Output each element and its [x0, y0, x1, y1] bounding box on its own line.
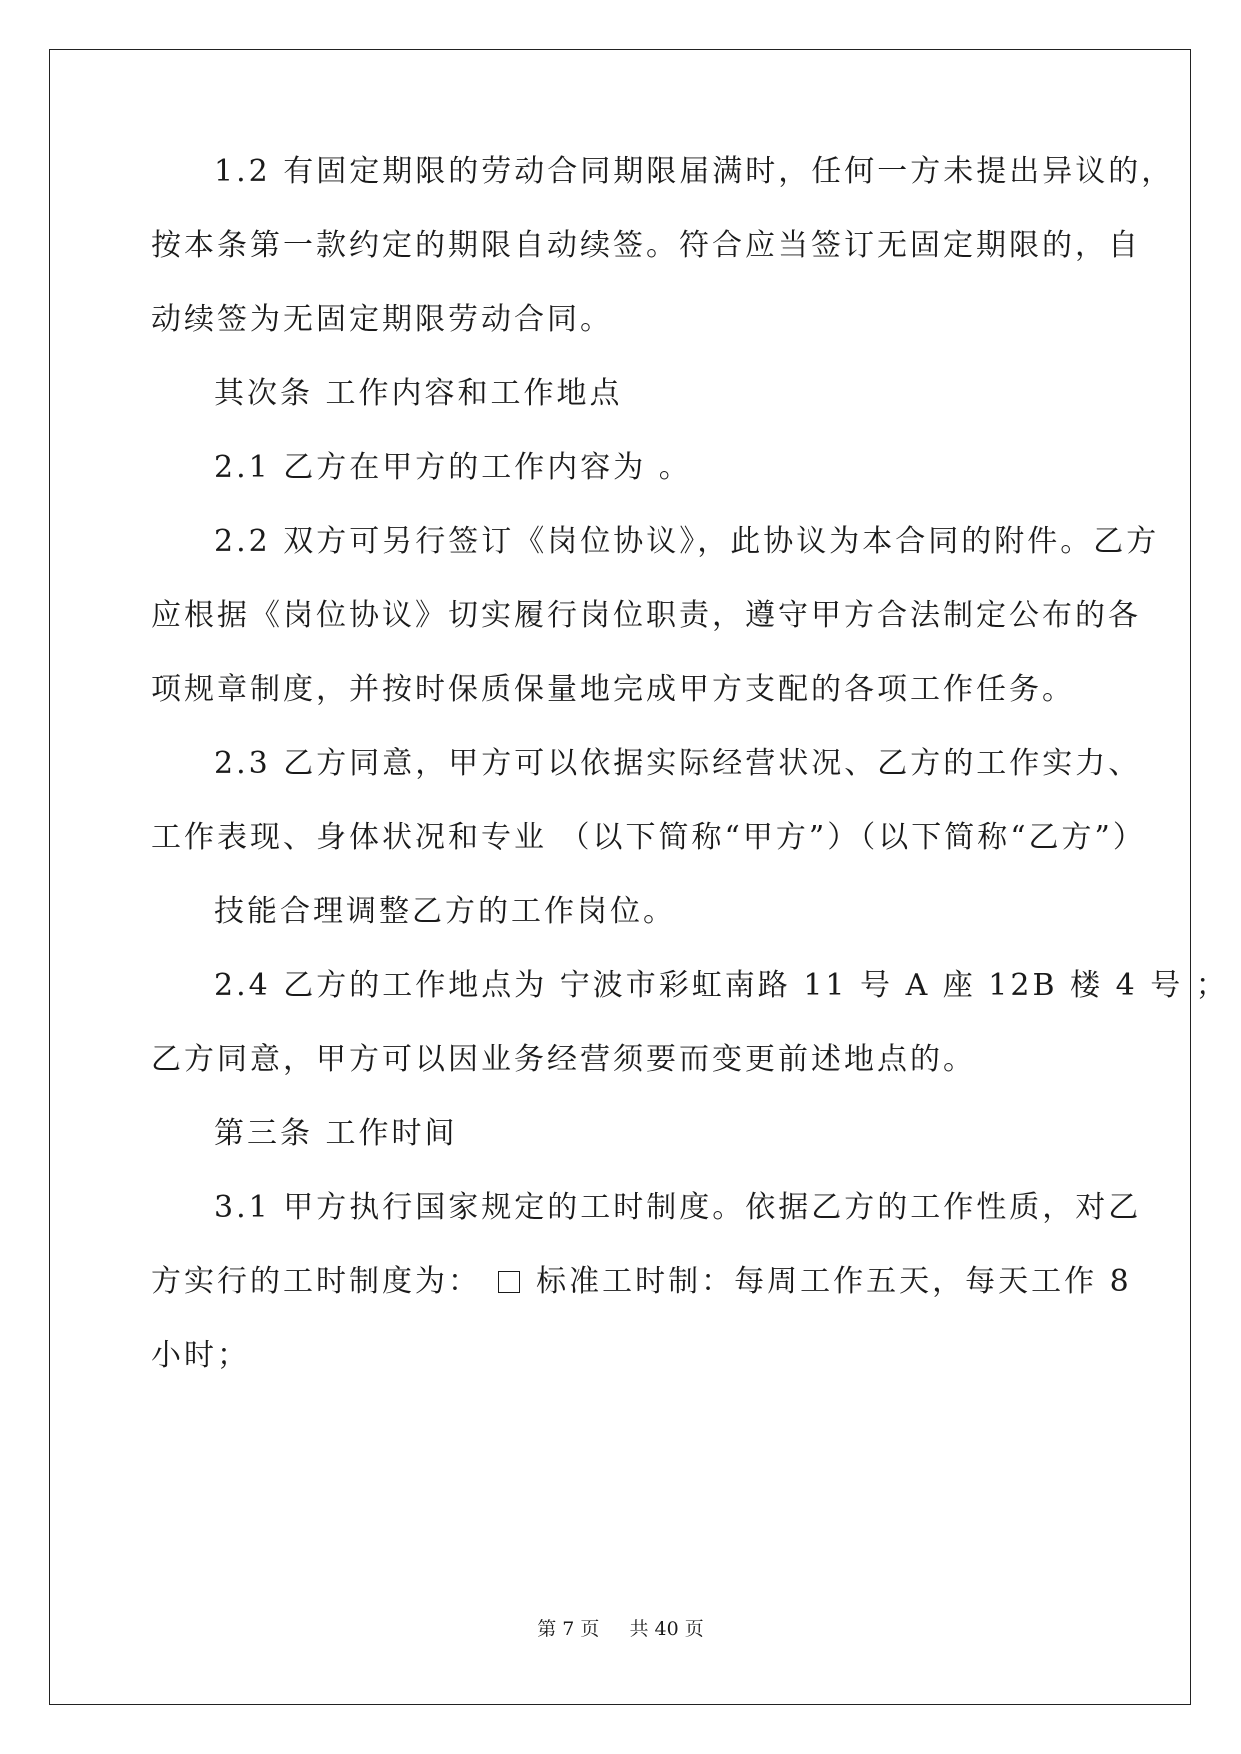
page-number: 第 7 页: [537, 1618, 600, 1640]
paragraph-line: 项规章制度，并按时保质保量地完成甲方支配的各项工作任务。: [151, 672, 1075, 707]
paragraph-line: 按本条第一款约定的期限自动续签。符合应当签订无固定期限的，自: [151, 228, 1141, 263]
paragraph-line: 乙方同意，甲方可以因业务经营须要而变更前述地点的。: [151, 1042, 976, 1077]
paragraph-line: 工作表现、身体状况和专业 （以下简称“甲方”）（以下简称“乙方”）: [151, 820, 1146, 855]
paragraph-line: 1.2 有固定期限的劳动合同期限届满时，任何一方未提出异议的，: [214, 154, 1175, 189]
paragraph-line: 2.2 双方可另行签订《岗位协议》，此协议为本合同的附件。乙方: [214, 524, 1160, 559]
paragraph-line-text: 标准工时制：每周工作五天，每天工作 8: [536, 1264, 1132, 1299]
section-heading: 第三条 工作时间: [214, 1116, 458, 1151]
section-heading: 其次条 工作内容和工作地点: [214, 376, 623, 411]
paragraph-line-text: 方实行的工时制度为：: [151, 1264, 481, 1299]
page-footer: [0, 1617, 1241, 1641]
page-total: 共 40 页: [629, 1618, 704, 1640]
paragraph-line: 2.4 乙方的工作地点为 宁波市彩虹南路 11 号 A 座 12B 楼 4 号 ；: [214, 968, 1229, 1003]
paragraph-line: [151, 1262, 1132, 1302]
page-border: [49, 49, 1191, 1705]
paragraph-line: 动续签为无固定期限劳动合同。: [151, 302, 613, 337]
paragraph-line: 小时；: [151, 1338, 250, 1373]
paragraph-line: 技能合理调整乙方的工作岗位。: [214, 894, 676, 929]
checkbox-icon: [498, 1271, 520, 1293]
paragraph-line: 3.1 甲方执行国家规定的工时制度。依据乙方的工作性质，对乙: [214, 1190, 1142, 1225]
paragraph-line: 2.3 乙方同意，甲方可以依据实际经营状况、乙方的工作实力、: [214, 746, 1142, 781]
paragraph-line: 2.1 乙方在甲方的工作内容为 。: [214, 450, 692, 485]
paragraph-line: 应根据《岗位协议》切实履行岗位职责，遵守甲方合法制定公布的各: [151, 598, 1141, 633]
